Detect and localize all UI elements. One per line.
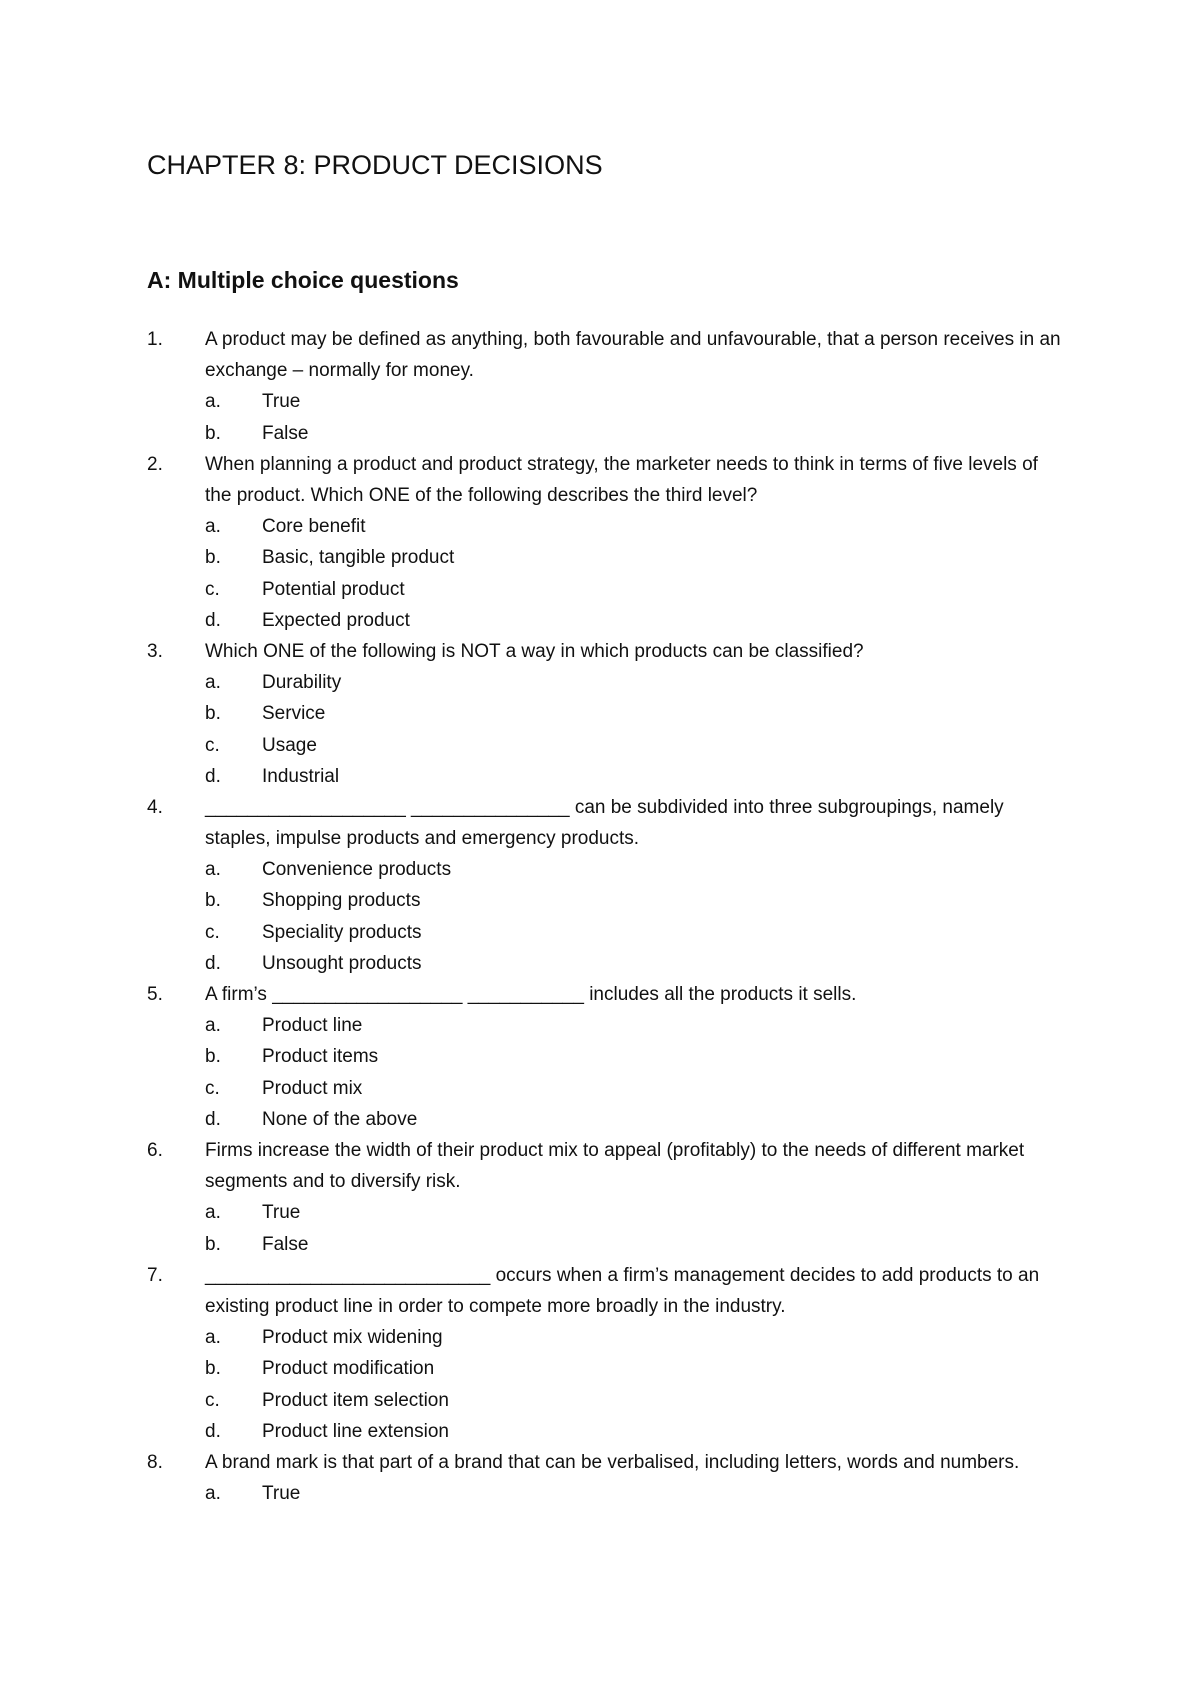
question-3 [147, 636, 1067, 792]
option-letter: a. [205, 1202, 221, 1224]
option-item [147, 917, 1067, 948]
option-letter: b. [205, 547, 221, 569]
option-list [147, 511, 1067, 636]
question-number: 1. [147, 329, 163, 350]
question-number: 3. [147, 640, 163, 662]
question-text: ___________________ _______________ can be subdivided into three subgroupings, namely staples, impulse products and emergency products. [205, 796, 1004, 850]
question-text: When planning a product and product strategy, the marketer needs to think in terms of five levels of the product. Which ONE of the following describes the third level? [205, 453, 1038, 506]
option-text: Industrial [262, 765, 340, 787]
option-text: True [262, 391, 301, 413]
option-item [147, 730, 1067, 761]
option-item [147, 1385, 1067, 1416]
option-text: Shopping products [262, 890, 421, 912]
option-item [147, 1353, 1067, 1384]
question-8 [147, 1447, 1067, 1509]
option-letter: d. [205, 1420, 221, 1442]
option-text: Product items [262, 1046, 379, 1068]
option-letter: c. [205, 578, 220, 600]
option-item [147, 667, 1067, 698]
option-item [147, 1229, 1067, 1260]
question-5 [147, 979, 1067, 1135]
option-item [147, 574, 1067, 605]
question-number: 7. [147, 1264, 163, 1286]
option-item [147, 854, 1067, 885]
option-letter: b. [205, 1046, 221, 1068]
option-text: True [262, 1483, 301, 1505]
option-item [147, 1073, 1067, 1104]
question-number: 2. [147, 453, 163, 475]
question-number: 8. [147, 1451, 163, 1473]
option-list [147, 1197, 1067, 1259]
option-text: Product line [262, 1015, 363, 1037]
option-text: None of the above [262, 1108, 418, 1130]
option-text: True [262, 1202, 301, 1224]
option-text: Product item selection [262, 1389, 449, 1411]
option-item [147, 511, 1067, 542]
option-letter: b. [205, 422, 221, 444]
option-letter: d. [205, 1108, 221, 1130]
option-item [147, 1416, 1067, 1447]
option-list [147, 667, 1067, 792]
option-letter: c. [205, 1389, 220, 1411]
option-text: Usage [262, 734, 317, 756]
option-letter: d. [205, 952, 221, 974]
option-text: Product modification [262, 1358, 435, 1380]
option-text: Speciality products [262, 921, 422, 943]
option-text: Core benefit [262, 516, 366, 538]
option-list [147, 1478, 1067, 1509]
option-letter: b. [205, 703, 221, 725]
option-item [147, 542, 1067, 573]
option-text: Convenience products [262, 859, 452, 881]
option-item [147, 948, 1067, 979]
option-item [147, 1478, 1067, 1509]
option-item [147, 698, 1067, 729]
question-6 [147, 1135, 1067, 1260]
option-text: Basic, tangible product [262, 547, 455, 569]
question-7 [147, 1260, 1067, 1447]
option-text: False [262, 422, 309, 444]
option-item [147, 1010, 1067, 1041]
option-letter: d. [205, 609, 221, 631]
option-text: Unsought products [262, 952, 422, 974]
question-number: 4. [147, 796, 163, 818]
option-letter: a. [205, 391, 221, 413]
option-text: Product line extension [262, 1420, 449, 1442]
option-item [147, 1041, 1067, 1072]
option-letter: c. [205, 1077, 220, 1099]
question-1 [147, 324, 1067, 449]
option-letter: b. [205, 1358, 221, 1380]
option-letter: a. [205, 1015, 221, 1037]
option-letter: c. [205, 734, 220, 756]
option-letter: a. [205, 516, 221, 538]
option-item [147, 386, 1067, 417]
option-item [147, 1104, 1067, 1135]
option-letter: a. [205, 859, 221, 881]
option-letter: a. [205, 1483, 221, 1505]
option-item [147, 605, 1067, 636]
option-item [147, 1322, 1067, 1353]
option-letter: a. [205, 1327, 221, 1349]
option-item [147, 1197, 1067, 1228]
question-text: A product may be defined as anything, both favourable and unfavourable, that a person receives in an exchange – normally for money. [205, 329, 1061, 382]
question-4 [147, 792, 1067, 979]
question-list [147, 324, 1067, 1509]
option-text: Product mix [262, 1077, 363, 1099]
option-item [147, 885, 1067, 916]
option-letter: a. [205, 672, 221, 694]
option-list [147, 854, 1067, 979]
option-text: Potential product [262, 578, 405, 600]
option-text: Expected product [262, 609, 410, 631]
option-item [147, 761, 1067, 792]
question-2 [147, 449, 1067, 636]
option-text: Product mix widening [262, 1327, 443, 1349]
option-text: Durability [262, 672, 342, 694]
question-text: A firm’s __________________ ___________ includes all the products it sells. [205, 984, 857, 1006]
option-letter: b. [205, 1233, 221, 1255]
chapter-title: CHAPTER 8: PRODUCT DECISIONS [147, 150, 603, 180]
question-number: 6. [147, 1140, 163, 1161]
question-number: 5. [147, 984, 163, 1006]
option-item [147, 418, 1067, 449]
option-letter: b. [205, 890, 221, 912]
option-letter: c. [205, 921, 220, 943]
question-text: Firms increase the width of their product mix to appeal (profitably) to the needs of different market segments and to diversify risk. [205, 1140, 1025, 1193]
option-list [147, 1322, 1067, 1447]
option-list [147, 386, 1067, 448]
question-text: Which ONE of the following is NOT a way in which products can be classified? [205, 640, 864, 662]
option-text: Service [262, 703, 326, 725]
question-text: A brand mark is that part of a brand that can be verbalised, including letters, words and numbers. [205, 1451, 1020, 1473]
option-letter: d. [205, 765, 221, 787]
option-text: False [262, 1233, 309, 1255]
question-text: ___________________________ occurs when a firm’s management decides to add products to an existing product line in order to compete more broadly in the industry. [205, 1264, 1040, 1317]
section-title: A: Multiple choice questions [147, 267, 459, 293]
option-list [147, 1010, 1067, 1135]
